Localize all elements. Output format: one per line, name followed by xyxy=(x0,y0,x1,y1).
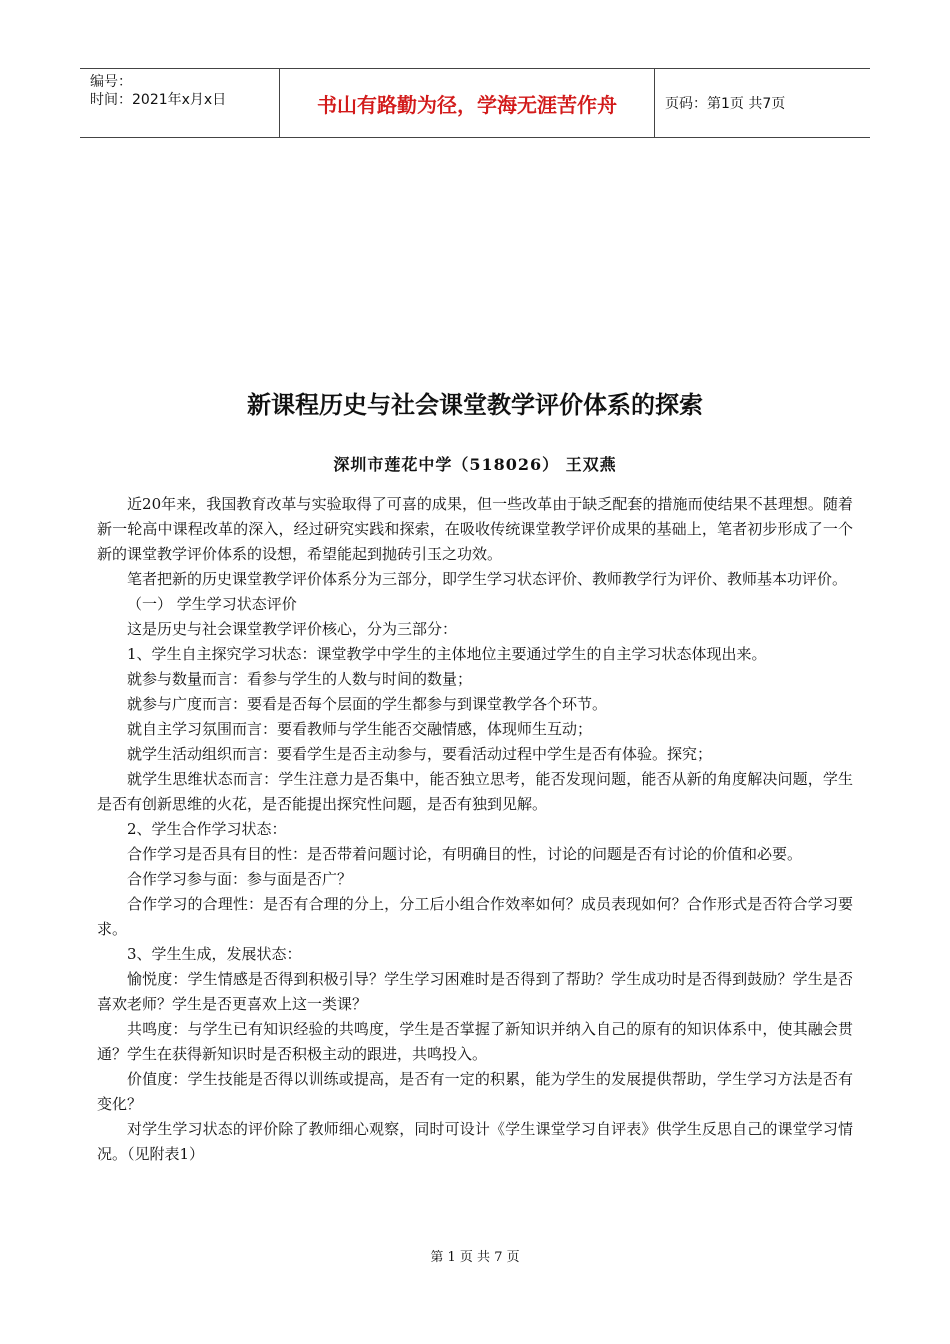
paragraph: 价值度：学生技能是否得以训练或提高，是否有一定的积累，能为学生的发展提供帮助，学生学习方法是否有变化？ xyxy=(97,1070,853,1113)
header-meta xyxy=(80,69,280,137)
paragraph: 愉悦度：学生情感是否得到积极引导？学生学习困难时是否得到了帮助？学生成功时是否得到鼓励？学生是否喜欢老师？学生是否更喜欢上这一类课？ xyxy=(97,970,853,1013)
paragraph: 就自主学习氛围而言：要看教师与学生能否交融情感，体现师生互动； xyxy=(127,720,593,738)
document-byline: 深圳市莲花中学（518026） 王双燕 xyxy=(333,455,617,474)
document-body xyxy=(97,492,853,1167)
page-footer: 第 1 页 共 7 页 xyxy=(430,1250,520,1265)
section-heading: （一） 学生学习状态评价 xyxy=(127,595,297,613)
paragraph: 就参与数量而言：看参与学生的人数与时间的数量； xyxy=(127,670,473,688)
paragraph: 近20年来，我国教育改革与实验取得了可喜的成果，但一些改革由于缺乏配套的措施而使结果不甚理想。随着新一轮高中课程改革的深入，经过研究实践和探索，在吸收传统课堂教学评价成果的基础上，笔者初步形成了一个新的课堂教学评价体系的设想，希望能起到抛砖引玉之功效。 xyxy=(97,495,853,563)
paragraph: 这是历史与社会课堂教学评价核心，分为三部分： xyxy=(127,620,458,638)
paragraph: 2、学生合作学习状态： xyxy=(127,820,287,838)
date-label: 时间：2021年x月x日 xyxy=(90,92,227,108)
page-header xyxy=(80,68,870,138)
header-page-info: 页码：第1页 共7页 xyxy=(665,96,786,112)
paragraph: 合作学习是否具有目的性：是否带着问题讨论，有明确目的性，讨论的问题是否有讨论的价值和必要。 xyxy=(127,845,803,863)
paragraph: 就参与广度而言：要看是否每个层面的学生都参与到课堂教学各个环节。 xyxy=(127,695,608,713)
paragraph: 对学生学习状态的评价除了教师细心观察，同时可设计《学生课堂学习自评表》供学生反思自己的课堂学习情况。（见附表1） xyxy=(97,1120,853,1163)
paragraph: 就学生活动组织而言：要看学生是否主动参与，要看活动过程中学生是否有体验。探究； xyxy=(127,745,713,763)
paragraph: 笔者把新的历史课堂教学评价体系分为三部分，即学生学习状态评价、教师教学行为评价、教师基本功评价。 xyxy=(127,570,848,588)
paragraph: 3、学生生成，发展状态： xyxy=(127,945,302,963)
paragraph: 1、学生自主探究学习状态：课堂教学中学生的主体地位主要通过学生的自主学习状态体现出来。 xyxy=(127,645,767,663)
header-motto: 书山有路勤为径，学海无涯苦作舟 xyxy=(280,69,655,137)
paragraph: 共鸣度：与学生已有知识经验的共鸣度，学生是否掌握了新知识并纳入自己的原有的知识体系中，使其融会贯通？学生在获得新知识时是否积极主动的跟进，共鸣投入。 xyxy=(97,1020,853,1063)
paragraph: 合作学习参与面：参与面是否广？ xyxy=(127,870,353,888)
document-title: 新课程历史与社会课堂教学评价体系的探索 xyxy=(247,391,703,419)
paragraph: 就学生思维状态而言：学生注意力是否集中，能否独立思考，能否发现问题，能否从新的角度解决问题，学生是否有创新思维的火花，是否能提出探究性问题，是否有独到见解。 xyxy=(97,770,853,813)
number-label: 编号： xyxy=(90,74,132,90)
paragraph: 合作学习的合理性：是否有合理的分上，分工后小组合作效率如何？成员表现如何？合作形式是否符合学习要求。 xyxy=(97,895,853,938)
